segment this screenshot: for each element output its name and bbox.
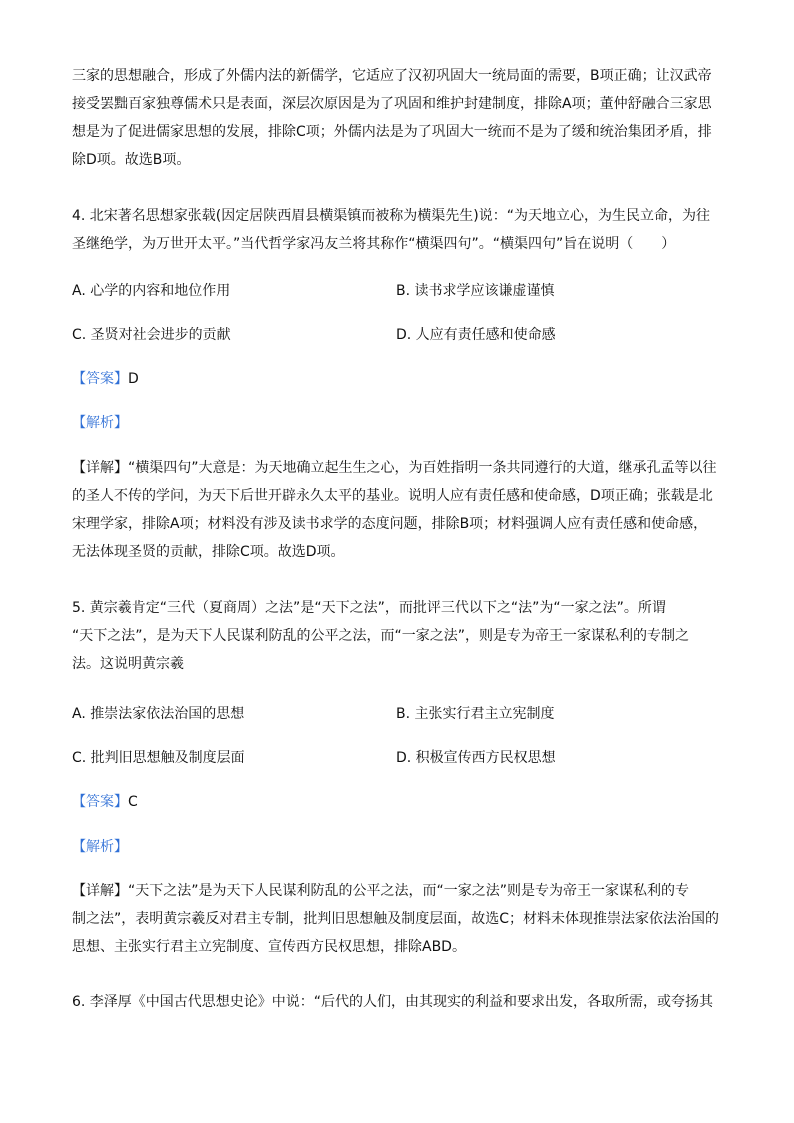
q4-stem [72, 202, 722, 258]
q6-stem [72, 988, 722, 1016]
q4-option-b: B. 读书求学应该谦虚谨慎 [396, 283, 555, 299]
answer-tag: 【答案】 [72, 371, 128, 387]
q5-answer [72, 792, 138, 812]
text-line: 无法体现圣贤的贡献，排除C项。故选D项。 [72, 544, 345, 560]
detail-tag: 【详解】 [72, 460, 128, 476]
text-line: 4. 北宋著名思想家张载(因定居陕西眉县横渠镇而被称为横渠先生)说：“为天地立心，为生民立命，为往 [72, 208, 710, 224]
text-line: 三家的思想融合，形成了外儒内法的新儒学，它适应了汉初巩固大一统局面的需要，B项正确；让汉武帝 [72, 68, 712, 84]
q4-detail [72, 454, 722, 566]
q5-option-b: B. 主张实行君主立宪制度 [396, 706, 555, 722]
text-line: “天下之法”，是为天下人民谋利防乱的公平之法，而“一家之法”，则是专为帝王一家谋私利的专制之 [72, 628, 690, 644]
text-line: 接受罢黜百家独尊儒术只是表面，深层次原因是为了巩固和维护封建制度，排除A项；董仲舒融合三家思 [72, 96, 712, 112]
text-line: 制之法”，表明黄宗羲反对君主专制，批判旧思想触及制度层面，故选C；材料未体现推崇法家依法治国的 [72, 911, 720, 927]
q4-option-c: C. 圣贤对社会进步的贡献 [72, 327, 231, 343]
answer-value: D [128, 371, 139, 387]
q5-stem [72, 594, 722, 678]
answer-value: C [128, 794, 138, 810]
q5-option-d: D. 积极宣传西方民权思想 [396, 750, 556, 766]
q4-option-a: A. 心学的内容和地位作用 [72, 283, 231, 299]
detail-text: “天下之法”是为天下人民谋利防乱的公平之法，而“一家之法”则是专为帝王一家谋私利的专 [128, 883, 690, 899]
text-line: 法。这说明黄宗羲 [72, 656, 184, 672]
q5-analysis-heading [72, 837, 128, 857]
text-line: 思想、主张实行君主立宪制度、宣传西方民权思想，排除ABD。 [72, 939, 466, 955]
q3-explanation-continued [72, 62, 722, 174]
q4-analysis-heading [72, 413, 128, 433]
q5-detail [72, 877, 722, 961]
detail-text: “横渠四句”大意是：为天地确立起生生之心，为百姓指明一条共同遵行的大道，继承孔孟等以往 [128, 460, 717, 476]
text-line: 想是为了促进儒家思想的发展，排除C项；外儒内法是为了巩固大一统而不是为了缓和统治集团矛盾，排 [72, 124, 712, 140]
text-line [72, 877, 722, 905]
analysis-tag: 【解析】 [72, 415, 128, 431]
text-line [72, 454, 722, 482]
q5-option-a: A. 推崇法家依法治国的思想 [72, 706, 245, 722]
analysis-tag: 【解析】 [72, 839, 128, 855]
q5-option-c: C. 批判旧思想触及制度层面 [72, 750, 245, 766]
q4-answer [72, 369, 139, 389]
text-line: 圣继绝学，为万世开太平。”当代哲学家冯友兰将其称作“横渠四句”。“横渠四句”旨在说明（ ） [72, 236, 676, 252]
answer-tag: 【答案】 [72, 794, 128, 810]
text-line: 宋理学家，排除A项；材料没有涉及读书求学的态度问题，排除B项；材料强调人应有责任感和使命感， [72, 516, 708, 532]
text-line: 5. 黄宗羲肯定“三代（夏商周）之法”是“天下之法”，而批评三代以下之“法”为“一家之法”。所谓 [72, 600, 666, 616]
text-line: 6. 李泽厚《中国古代思想史论》中说：“后代的人们，由其现实的利益和要求出发，各取所需，或夸扬其 [72, 994, 714, 1010]
q4-option-d: D. 人应有责任感和使命感 [396, 327, 556, 343]
text-line: 的圣人不传的学问，为天下后世开辟永久太平的基业。说明人应有责任感和使命感，D项正确；张载是北 [72, 488, 713, 504]
detail-tag: 【详解】 [72, 883, 128, 899]
text-line: 除D项。故选B项。 [72, 152, 191, 168]
